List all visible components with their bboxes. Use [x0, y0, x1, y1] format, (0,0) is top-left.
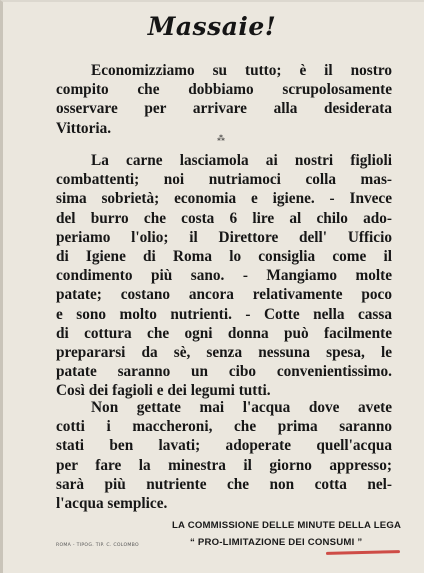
text-line: prepararsi da sè, senza nessuna spesa, le: [56, 344, 392, 362]
text-line: sarà più nutriente che non cotta nel-: [56, 475, 392, 493]
text-line: Così dei fagioli e dei legumi tutti.: [56, 382, 271, 400]
text-line: patate saranno un cibo convenientissimo.: [56, 363, 392, 381]
text-line: di cottura che ogni donna può facilmente: [56, 324, 392, 342]
text-line: Economizziamo su tutto; è il nostro: [91, 62, 392, 79]
paragraph-3: [56, 398, 392, 513]
text-line: stati ben lavati; adoperate quell'acqua: [56, 437, 392, 455]
printer-imprint: ROMA - TIPOG. TIP. C. COLOMBO: [56, 543, 139, 548]
text-line: Non gettate mai l'acqua dove avete: [91, 399, 392, 416]
text-line: condimento più sano. - Mangiamo molte: [56, 267, 392, 285]
text-line: osservare per arrivare alla desiderata: [56, 100, 392, 118]
text-line: del burro che costa 6 lire al chilo ado-: [56, 209, 392, 227]
red-underline-mark: [326, 550, 400, 555]
paragraph-1: [56, 61, 392, 138]
text-line: di Igiene di Roma lo consiglia come il: [56, 248, 392, 266]
text-line: patate; costano ancora relativamente poco: [56, 286, 392, 304]
text-line: cotti i maccheroni, che prima saranno: [56, 418, 392, 436]
text-line: per fare la minestra il giorno appresso;: [56, 456, 392, 474]
text-line: e sono molto nutrienti. - Cotte nella cassa: [56, 305, 392, 323]
text-line: sima sobrietà; economia e igiene. - Invece: [56, 190, 392, 208]
section-stars: ⁂: [217, 134, 225, 143]
text-line: l'acqua semplice.: [56, 495, 168, 513]
text-line: compito che dobbiamo scrupolosamente: [56, 81, 392, 99]
text-line: periamo l'olio; il Direttore dell' Ufficio: [56, 228, 392, 246]
signature-line-1: LA COMMISSIONE DELLE MINUTE DELLA LEGA: [172, 520, 402, 531]
paragraph-2: [56, 151, 392, 401]
text-line: La carne lasciamola ai nostri figlioli: [91, 152, 392, 169]
poster-title: Massaie!: [147, 12, 277, 41]
text-line: Vittoria.: [56, 119, 112, 137]
text-line: combattenti; noi nutriamoci colla mas-: [56, 171, 392, 189]
signature-line-2: “ PRO-LIMITAZIONE DEI CONSUMI ”: [190, 537, 363, 548]
